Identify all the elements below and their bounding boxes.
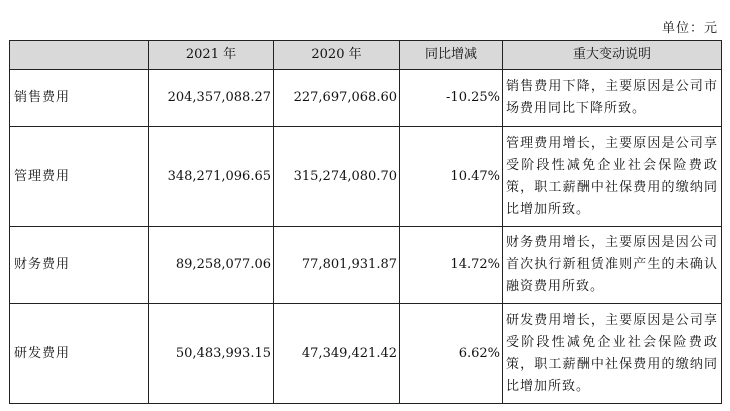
row-item: 研发费用 <box>10 304 149 404</box>
row-change: 14.72% <box>400 227 503 304</box>
row-note: 财务费用增长，主要原因是因公司首次执行新租赁准则产生的未确认融资费用所致。 <box>503 227 722 304</box>
table-row <box>10 227 722 304</box>
row-2021-value: 204,357,088.27 <box>149 70 274 127</box>
table-row <box>10 70 722 127</box>
table-row <box>10 304 722 404</box>
unit-label: 单位：元 <box>661 21 718 36</box>
header-change: 同比增减 <box>400 41 503 70</box>
header-2020: 2020 年 <box>274 41 400 70</box>
row-item: 销售费用 <box>10 70 149 127</box>
row-2020-value: 47,349,421.42 <box>274 304 400 404</box>
table-row <box>10 127 722 227</box>
table-header-row <box>10 41 722 70</box>
row-note: 销售费用下降，主要原因是公司市场费用同比下降所致。 <box>503 70 722 127</box>
expense-table <box>9 40 722 404</box>
row-change: 10.47% <box>400 127 503 227</box>
row-note: 管理费用增长，主要原因是公司享受阶段性减免企业社会保险费政策，职工薪酬中社保费用的缴纳同比增加所致。 <box>503 127 722 227</box>
header-2021: 2021 年 <box>149 41 274 70</box>
row-2020-value: 77,801,931.87 <box>274 227 400 304</box>
header-note: 重大变动说明 <box>503 41 722 70</box>
row-item: 管理费用 <box>10 127 149 227</box>
row-note: 研发费用增长，主要原因是公司享受阶段性减免企业社会保险费政策，职工薪酬中社保费用的缴纳同比增加所致。 <box>503 304 722 404</box>
row-2021-value: 50,483,993.15 <box>149 304 274 404</box>
row-2021-value: 348,271,096.65 <box>149 127 274 227</box>
row-item: 财务费用 <box>10 227 149 304</box>
row-2021-value: 89,258,077.06 <box>149 227 274 304</box>
row-2020-value: 315,274,080.70 <box>274 127 400 227</box>
header-item <box>10 41 149 70</box>
row-2020-value: 227,697,068.60 <box>274 70 400 127</box>
row-change: -10.25% <box>400 70 503 127</box>
row-change: 6.62% <box>400 304 503 404</box>
